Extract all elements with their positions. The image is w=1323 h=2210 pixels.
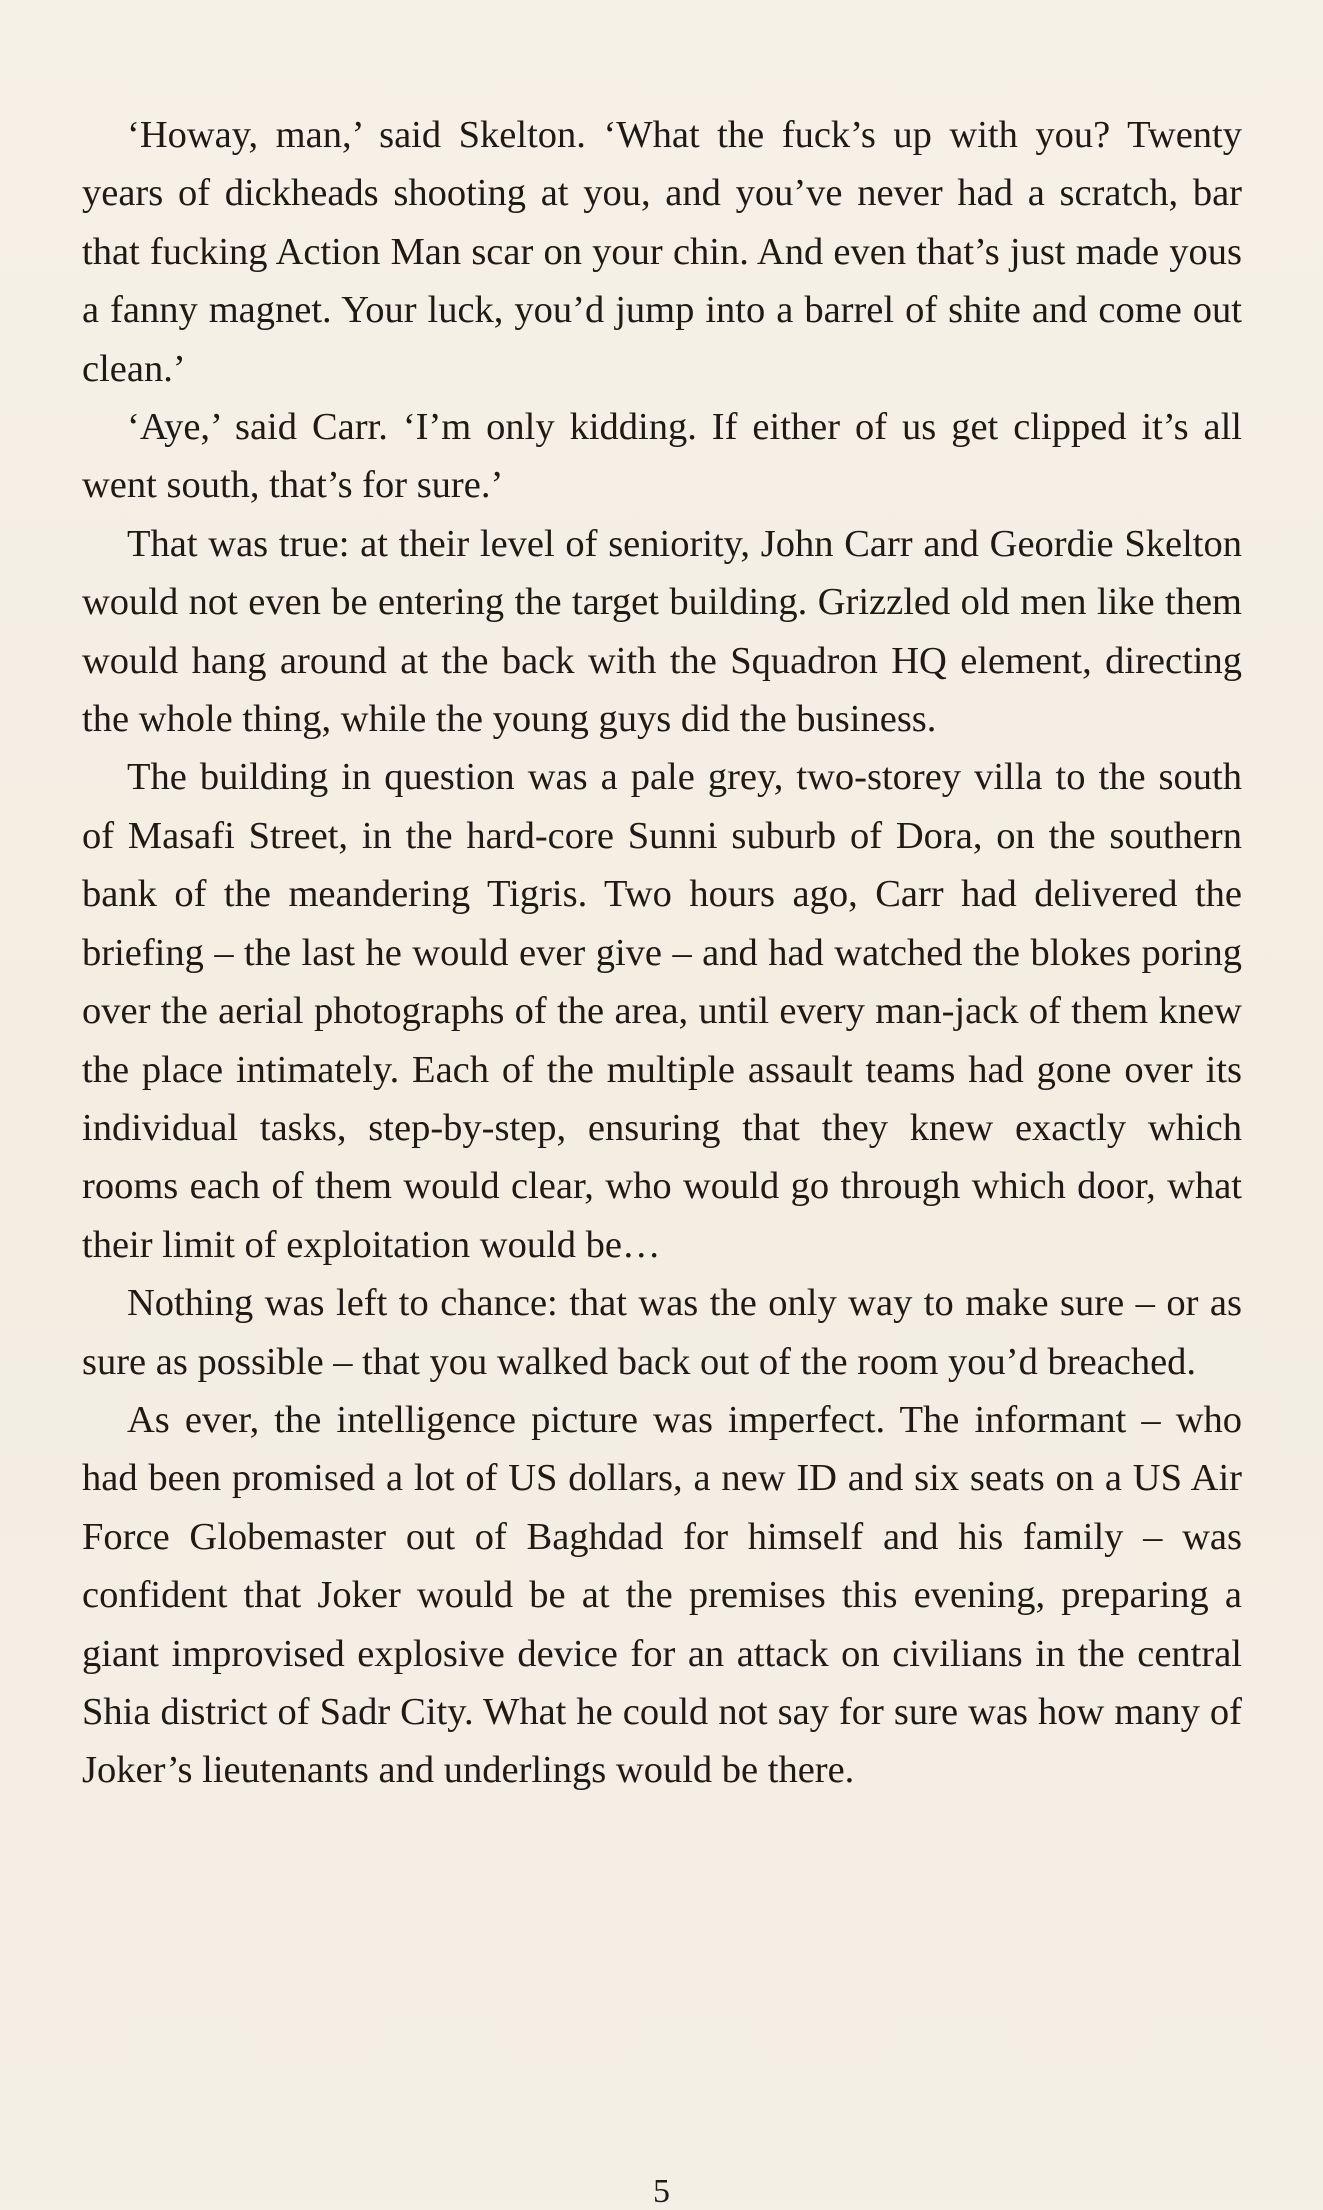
paragraph-4: The building in question was a pale grey, two-storey villa to the south of Masafi Street, in the hard-core Sunni suburb of Dora, on the southern bank of the meandering Tigris. Two hours ago, Carr had delivered the briefing – the last he would ever give – and had watched the blokes poring over the aerial photographs of the area, until every man-jack of them knew the place intimately. Each of the multiple assault teams had gone over its individual tasks, step-by-step, ensuring that they knew exactly which rooms each of them would clear, who would go through which door, what their limit of exploitation would be…: [82, 756, 1242, 1266]
page-number: 5: [653, 2173, 670, 2210]
body-text: [82, 106, 1242, 1800]
paragraph-2: ‘Aye,’ said Carr. ‘I’m only kidding. If either of us get clipped it’s all went south, that’s for sure.’: [82, 406, 1242, 507]
paragraph-5: Nothing was left to chance: that was the only way to make sure – or as sure as possible – that you walked back out of the room you’d breached.: [82, 1282, 1242, 1383]
paragraph-3: That was true: at their level of seniority, John Carr and Geordie Skelton would not even be entering the target building. Grizzled old men like them would hang around at the back with the Squadron HQ element, directing the whole thing, while the young guys did the business.: [82, 522, 1242, 741]
paragraph-1: ‘Howay, man,’ said Skelton. ‘What the fuck’s up with you? Twenty years of dickheads shooting at you, and you’ve never had a scratch, bar that fucking Action Man scar on your chin. And even that’s just made yous a fanny magnet. Your luck, you’d jump into a barrel of shite and come out clean.’: [82, 114, 1242, 390]
paragraph-6: As ever, the intelligence picture was imperfect. The informant – who had been promised a lot of US dollars, a new ID and six seats on a US Air Force Globemaster out of Baghdad for himself and his family – was confident that Joker would be at the premises this evening, preparing a giant improvised explosive device for an attack on civilians in the central Shia district of Sadr City. What he could not say for sure was how many of Joker’s lieutenants and underlings would be there.: [82, 1398, 1242, 1792]
